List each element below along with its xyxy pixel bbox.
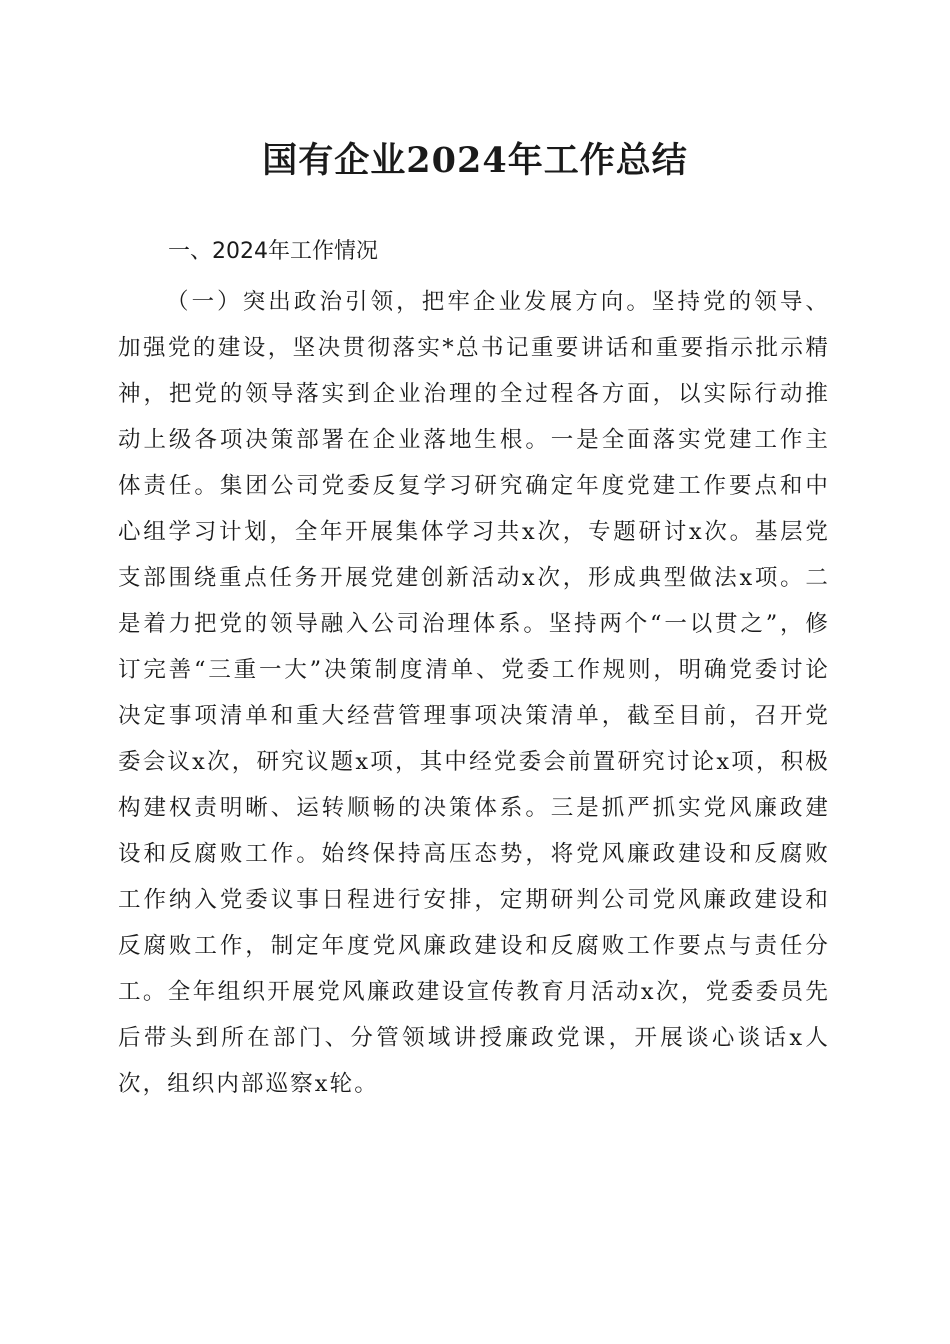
body-paragraph: （一）突出政治引领，把牢企业发展方向。坚持党的领导、加强党的建设，坚决贯彻落实*总书记重要讲话和重要指示批示精神，把党的领导落实到企业治理的全过程各方面，以实际行动推动上级各项决策部署在企业落地生根。一是全面落实党建工作主体责任。集团公司党委反复学习研究确定年度党建工作要点和中心组学习计划，全年开展集体学习共x次，专题研讨x次。基层党支部围绕重点任务开展党建创新活动x次，形成典型做法x项。二是着力把党的领导融入公司治理体系。坚持两个“一以贯之”，修订完善“三重一大”决策制度清单、党委工作规则，明确党委讨论决定事项清单和重大经营管理事项决策清单，截至目前，召开党委会议x次，研究议题x项，其中经党委会前置研究讨论x项，积极构建权责明晰、运转顺畅的决策体系。三是抓严抓实党风廉政建设和反腐败工作。始终保持高压态势，将党风廉政建设和反腐败工作纳入党委议事日程进行安排，定期研判公司党风廉政建设和反腐败工作，制定年度党风廉政建设和反腐败工作要点与责任分工。全年组织开展党风廉政建设宣传教育月活动x次，党委委员先后带头到所在部门、分管领域讲授廉政党课，开展谈心谈话x人次，组织内部巡察x轮。 (118, 289, 830, 1097)
document-title: 国有企业2024年工作总结 (262, 140, 688, 181)
section-heading: 一、2024年工作情况 (168, 239, 378, 264)
